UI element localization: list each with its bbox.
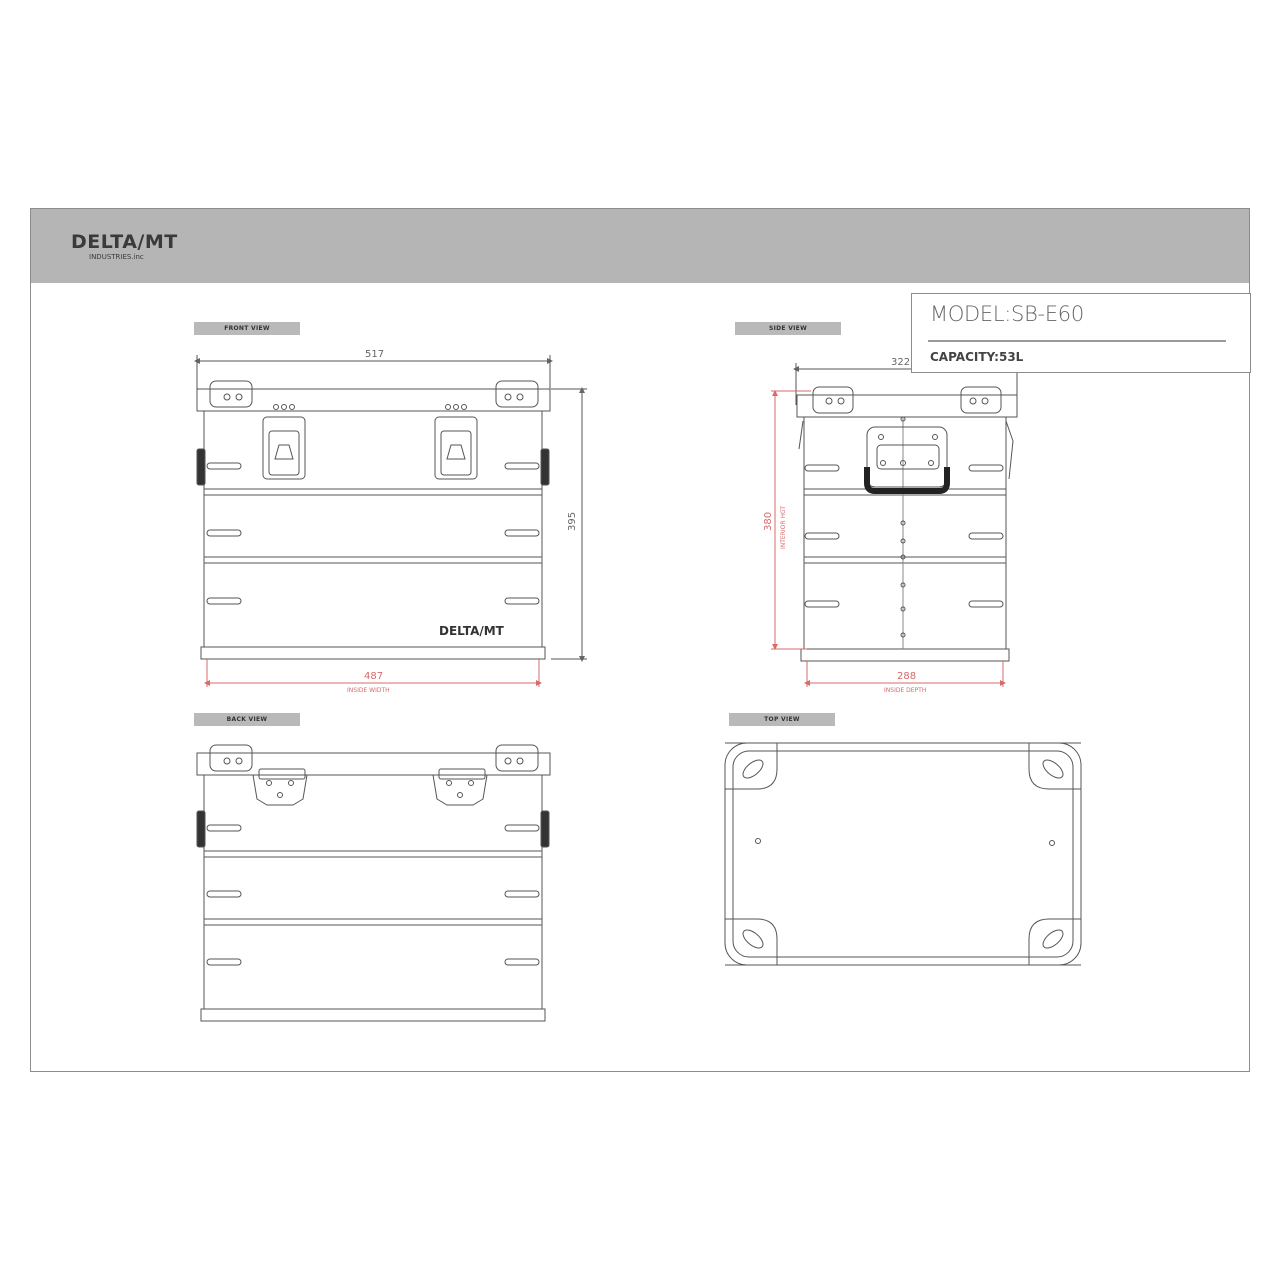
top-view-tag: TOP VIEW [729, 713, 835, 726]
inside-depth-label: INSIDE DEPTH [884, 687, 927, 694]
interior-height-label: INTERIOR HGT [780, 505, 787, 549]
capacity-label: CAPACITY:53L [930, 350, 1024, 364]
side-view [771, 363, 1017, 687]
back-view [197, 745, 550, 1021]
model-info-box [911, 293, 1251, 373]
box-logo-text: DELTA/MT [439, 624, 504, 638]
front-width-dim: 517 [365, 349, 385, 360]
front-view-tag: FRONT VIEW [194, 322, 300, 335]
inside-depth-dim: 288 [897, 671, 917, 682]
side-depth-dim: 322 [891, 357, 911, 368]
side-view-tag: SIDE VIEW [735, 322, 841, 335]
brand-name: DELTA/MT [71, 231, 178, 253]
brand-sub: INDUSTRIES.inc [89, 253, 144, 261]
back-view-tag: BACK VIEW [194, 713, 300, 726]
interior-height-dim: 380 [763, 511, 774, 531]
model-divider [928, 340, 1226, 342]
drawing-sheet [30, 208, 1250, 1072]
front-height-dim: 395 [567, 511, 578, 531]
inside-width-dim: 487 [364, 671, 384, 682]
model-label: MODEL:SB-E60 [930, 302, 1084, 326]
top-view [725, 743, 1081, 965]
front-view [197, 355, 587, 687]
inside-width-label: INSIDE WIDTH [347, 687, 390, 694]
